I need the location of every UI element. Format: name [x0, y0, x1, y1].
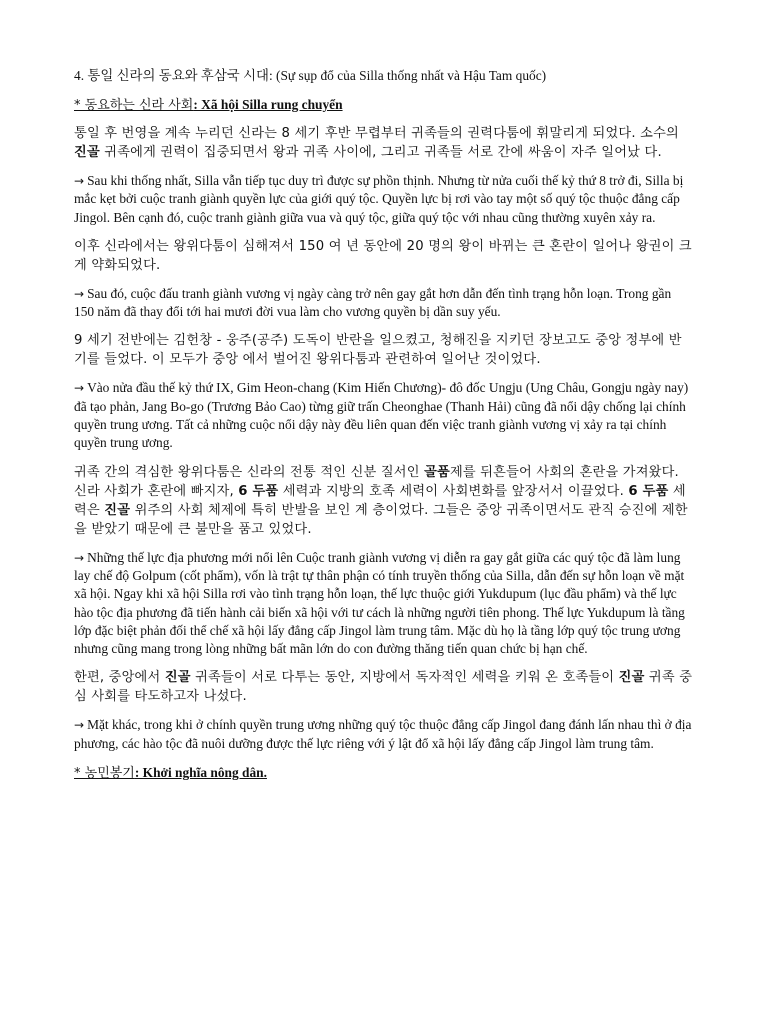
- text-span: Mặt khác, trong khi ở chính quyền trung ương những quý tộc thuộc đẳng cấp Jingol đang đánh lấn nhau thì ở địa phương, các hào tộc đã nuôi dưỡng được thế lực riêng với ý lật đổ xã hội lấy đẳng cấp Jingol làm trung tâm.: [74, 717, 692, 751]
- paragraph-ko-3: 9 세기 전반에는 김헌창 - 웅주(공주) 도독이 반란을 일으켰고, 청해진을 지키던 장보고도 중앙 정부에 반기를 들었다. 이 모두가 중앙 에서 벌어진 왕위다툼과 관련하여 일어난 것이었다.: [74, 333, 682, 368]
- text-span: 귀족들이 서로 다투는 동안, 지방에서 독자적인 세력을 키워 온 호족들이: [190, 670, 619, 686]
- text-span: Sau khi thống nhất, Silla vẫn tiếp tục duy trì được sự phồn thịnh. Nhưng từ nửa cuối thế kỷ thứ 8 trở đi, Silla bị mắc kẹt bởi cuộc tranh giành quyền lực của giới quý tộc. Quyền lực bị rơi vào tay một số quý tộc thuộc đẳng cấp Jingol. Bên cạnh đó, cuộc tranh giành giữa vua và quý tộc, giữa quý tộc với nhau cũng thường xuyên xảy ra.: [74, 173, 684, 225]
- arrow-icon: →: [74, 286, 85, 301]
- arrow-icon: →: [74, 174, 85, 188]
- term-jingol: 진골: [104, 502, 131, 518]
- paragraph-vi-5: [74, 716, 694, 753]
- text-span: 귀족 간의 격심한 왕위다툼은 신라의 전통 적인 신분 질서인: [74, 464, 425, 480]
- section-title: 4. 통일 신라의 동요와 후삼국 시대: (Sự sụp đổ của Silla thống nhất và Hậu Tam quốc): [74, 68, 547, 83]
- text-span: 귀족 중심 사회를 타도하고자 나섰다.: [74, 670, 693, 705]
- arrow-icon: →: [74, 381, 85, 396]
- text-span: 세력은: [74, 483, 686, 518]
- text-span: 한편, 중앙에서: [74, 670, 165, 686]
- text-span: 통일 후 번영을 계속 누리던 신라는 8 세기 후반 무렵부터 귀족들의 권력다툼에 휘말리게 되었다. 소수의: [74, 126, 679, 141]
- subheading-peasant-ko: * 농민봉기: [74, 766, 135, 782]
- text-span: Vào nửa đầu thế kỷ thứ IX, Gim Heon-chang (Kim Hiến Chương)- đô đốc Ungju (Ung Châu, Gongju ngày nay) đã tạo phản, Jang Bo-go (Trương Bảo Cao) từng giữ trấn Cheonghae (Thanh Hải) cũng đã nổi dậy chống lại chính quyền trung ương. Tất cả những cuộc nổi dậy này đều liên quan đến việc tranh giành vương vị xảy ra tại chính quyền trung ương.: [74, 380, 689, 451]
- subheading-society-ko: * 동요하는 신라 사회: [74, 98, 194, 113]
- text-span: 위주의 사회 체제에 특히 반발을 보인 계 층이었다. 그들은 중앙 귀족이면서도 관직 승진에 제한을 받았기 때문에 큰 불만을 품고 있었다.: [74, 502, 688, 537]
- term-yukdupum: 6 두품: [628, 483, 669, 499]
- paragraph-ko-5: [74, 668, 694, 706]
- term-jingol: 진골: [74, 145, 100, 160]
- term-yukdupum: 6 두품: [238, 483, 279, 499]
- paragraph-vi-1: [74, 172, 694, 227]
- arrow-icon: →: [74, 550, 85, 565]
- text-span: 세력과 지방의 호족 세력이 사회변화를 앞장서서 이끌었다.: [278, 483, 629, 499]
- paragraph-ko-2: 이후 신라에서는 왕위다툼이 심해져서 150 여 년 동안에 20 명의 왕이 바뀌는 큰 혼란이 일어나 왕권이 크게 약화되었다.: [74, 238, 692, 273]
- paragraph-vi-2: [74, 285, 694, 322]
- subheading-peasant-vi: : Khởi nghĩa nông dân.: [134, 765, 267, 781]
- text-span: 귀족에게 권력이 집중되면서 왕과 귀족 사이에, 그리고 귀족들 서로 간에 싸움이 자주 일어났 다.: [99, 145, 662, 160]
- term-jingol: 진골: [618, 670, 645, 686]
- subheading-peasant-uprising: [74, 763, 694, 783]
- paragraph-ko-1: [74, 124, 694, 162]
- term-golpum: 골품: [424, 464, 450, 480]
- text-span: 제를 뒤흔들어 사회의 혼란을 가져왔다. 신라 사회가 혼란에 빠지자,: [74, 464, 679, 499]
- text-span: Sau đó, cuộc đấu tranh giành vương vị ngày càng trở nên gay gắt hơn dẫn đến tình trạng hỗn loạn. Trong gần 150 năm đã thay đổi tới hai mươi đời vua làm cho vương quyền bị dần suy yếu.: [74, 285, 672, 320]
- paragraph-ko-4: [74, 463, 694, 539]
- subheading-society: [74, 95, 694, 115]
- paragraph-vi-3: [74, 379, 694, 452]
- subheading-society-vi: : Xã hội Silla rung chuyển: [193, 97, 343, 112]
- text-span: Những thế lực địa phương mới nổi lên Cuộc tranh giành vương vị diễn ra gay gắt giữa các quý tộc đã làm lung lay chế độ Golpum (cốt phẩm), vốn là trật tự thân phận có tính truyền thống của Silla, dẫn đến sự hỗn loạn về mặt xã hội. Ngay khi xã hội Silla rơi vào tình trạng hỗn loạn, thế lực thuộc giới Yukdupum (lục đầu phẩm) và thế lực hào tộc địa phương đã tiến hành cải biến xã hội với tư cách là những người tiên phong. Thế lực Yukdupum là tầng lớp đặc biệt phản đối thể chế xã hội lấy đẳng cấp Jingol làm trung tâm. Mặc dù họ là tầng lớp quý tộc trung ương nhưng cũng mang trong lòng những bất mãn lớn do con đường thăng tiến quan chức bị hạn chế.: [74, 549, 685, 657]
- term-jingol: 진골: [164, 670, 191, 686]
- paragraph-vi-4: [74, 549, 694, 659]
- arrow-icon: →: [74, 718, 85, 733]
